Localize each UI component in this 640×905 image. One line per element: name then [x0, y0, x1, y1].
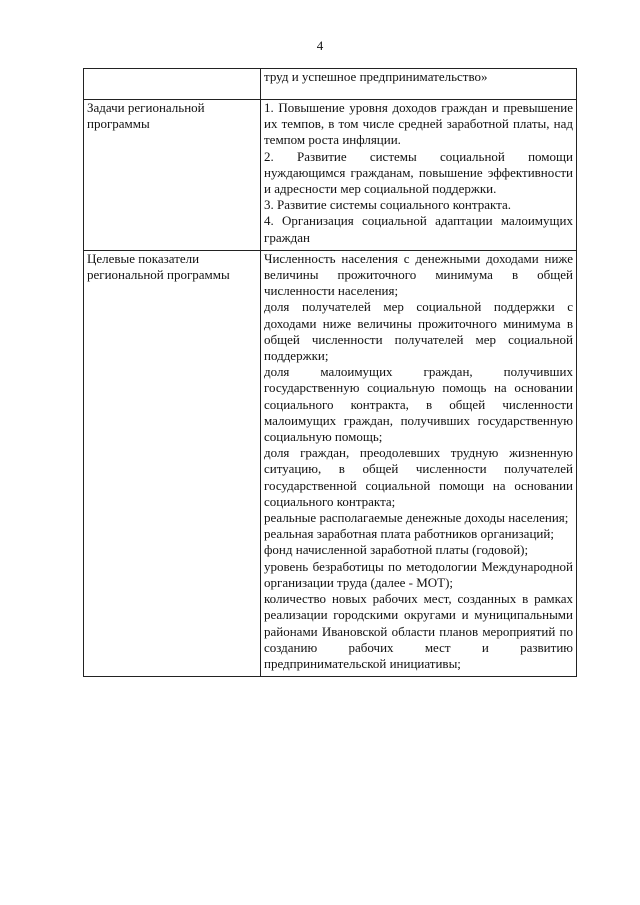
indicators-label-text: Целевые показатели региональной программы [87, 250, 230, 283]
page-number: 4 [316, 38, 324, 53]
indicators-list [261, 250, 577, 676]
indicator-item-1: Численность населения с денежными доходами ниже величины прожиточного минимума в общей численности населения; [264, 250, 573, 299]
indicator-item-7: фонд начисленной заработной платы (годовой); [264, 542, 529, 558]
task-item-3: 3. Развитие системы социального контракта. [264, 197, 511, 213]
indicator-item-9: количество новых рабочих мест, созданных в рамках реализации городскими округами и муниципальными районами Ивановской области планов мероприятий по созданию рабочих мест и развитию предпринимательской инициативы; [264, 591, 573, 671]
program-passport-table [83, 68, 577, 677]
indicator-item-5: реальные располагаемые денежные доходы населения; [264, 510, 569, 526]
indicator-item-6: реальная заработная плата работников организаций; [264, 526, 554, 542]
indicator-item-8: уровень безработицы по методологии Международной организации труда (далее - МОТ); [264, 558, 573, 590]
tasks-label [84, 100, 261, 251]
indicator-item-4: доля граждан, преодолевших трудную жизненную ситуацию, в общей численности получателей государственной социальной помощи на основании социального контракта; [264, 445, 573, 509]
task-item-2: 2. Развитие системы социальной помощи нуждающимся гражданам, повышение эффективности и адресности мер социальной поддержки. [264, 148, 573, 197]
task-item-4: 4. Организация социальной адаптации малоимущих граждан [264, 213, 573, 245]
indicator-item-2: доля получателей мер социальной поддержки с доходами ниже величины прожиточного минимума в общей численности получателей мер социальной поддержки; [264, 299, 573, 364]
task-item-1: 1. Повышение уровня доходов граждан и превышение их темпов, в том числе средней заработной платы, над темпом роста инфляции. [264, 100, 573, 148]
table-row-continuation [84, 69, 577, 100]
table-row-indicators [84, 250, 577, 676]
indicators-label [84, 250, 261, 676]
table-row-tasks [84, 100, 577, 251]
row-continuation-left-cell [84, 69, 261, 100]
indicator-item-3: доля малоимущих граждан, получивших государственную социальную помощь на основании социального контракта, в общей численности малоимущих граждан, получивших государственную социальную помощь; [264, 364, 573, 445]
tasks-list [261, 100, 577, 251]
row-continuation-text: труд и успешное предпринимательство» [261, 69, 577, 100]
tasks-label-text: Задачи региональной программы [87, 100, 205, 132]
